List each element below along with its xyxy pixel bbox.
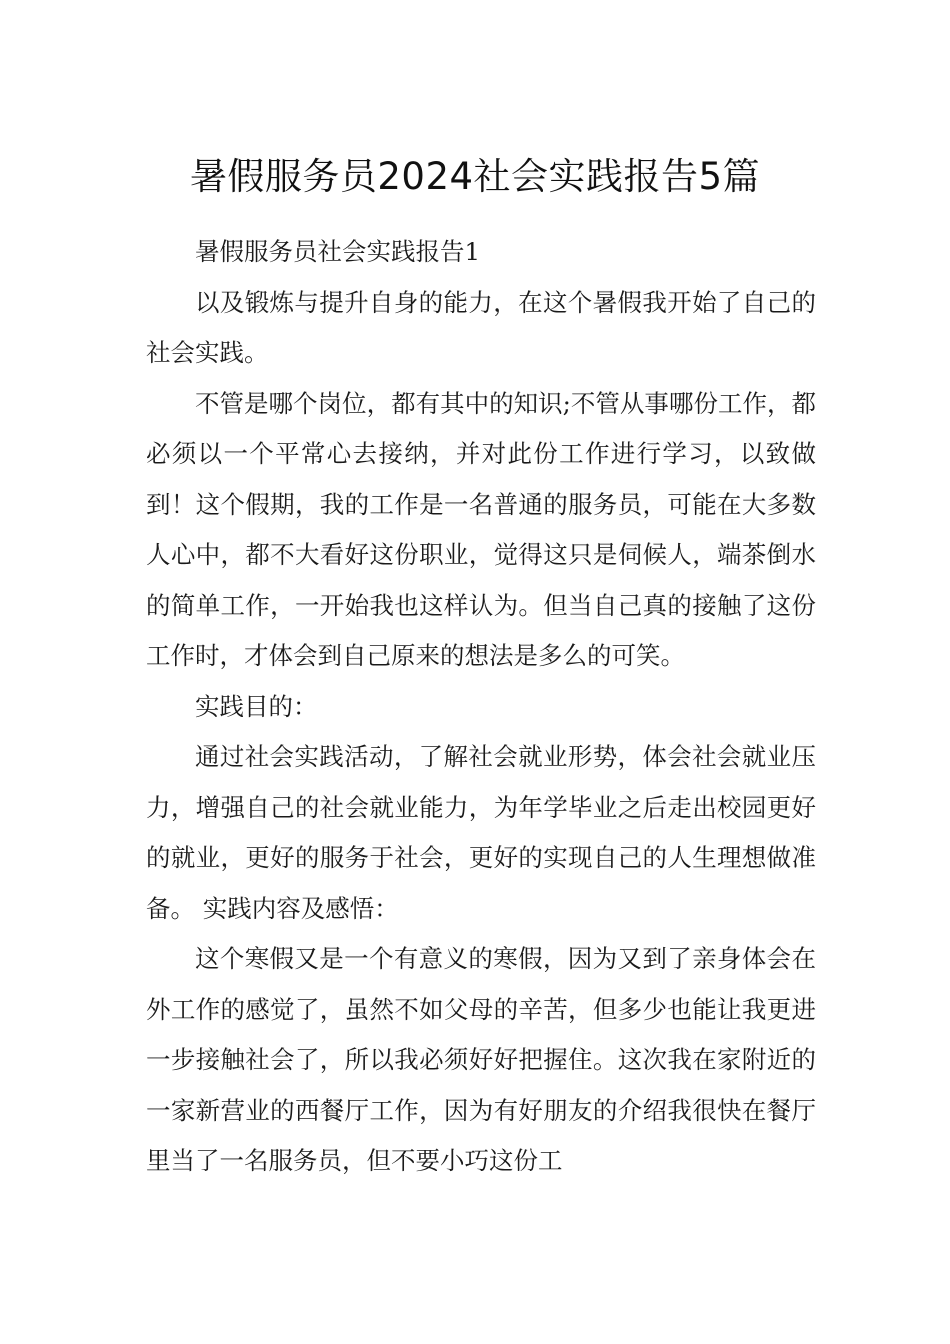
document-title: 暑假服务员2024社会实践报告5篇 <box>189 154 761 198</box>
report-subheading: 暑假服务员社会实践报告1 <box>195 237 481 266</box>
paragraph-job-description: 不管是哪个岗位，都有其中的知识;不管从事哪份工作，都必须以一个平常心去接纳，并对此份工作进行学习，以致做到！这个假期，我的工作是一名普通的服务员，可能在大多数人心中，都不大看好这份职业，觉得这只是伺候人，端茶倒水的简单工作，一开始我也这样认为。但当自己真的接触了这份工作时，才体会到自己原来的想法是多么的可笑。 <box>146 388 816 670</box>
paragraph-purpose: 通过社会实践活动，了解社会就业形势，体会社会就业压力，增强自己的社会就业能力，为年学毕业之后走出校园更好的就业，更好的服务于社会，更好的实现自己的人生理想做准备。 实践内容及感悟： <box>146 742 816 923</box>
paragraph-intro: 以及锻炼与提升自身的能力，在这个暑假我开始了自己的社会实践。 <box>146 287 816 367</box>
document-body <box>146 227 816 1187</box>
paragraph-experience: 这个寒假又是一个有意义的寒假，因为又到了亲身体会在外工作的感觉了，虽然不如父母的辛苦，但多少也能让我更进一步接触社会了，所以我必须好好把握住。这次我在家附近的一家新营业的西餐厅工作，因为有好朋友的介绍我很快在餐厅里当了一名服务员，但不要小巧这份工 <box>146 944 816 1175</box>
section-heading-purpose: 实践目的： <box>195 691 318 721</box>
